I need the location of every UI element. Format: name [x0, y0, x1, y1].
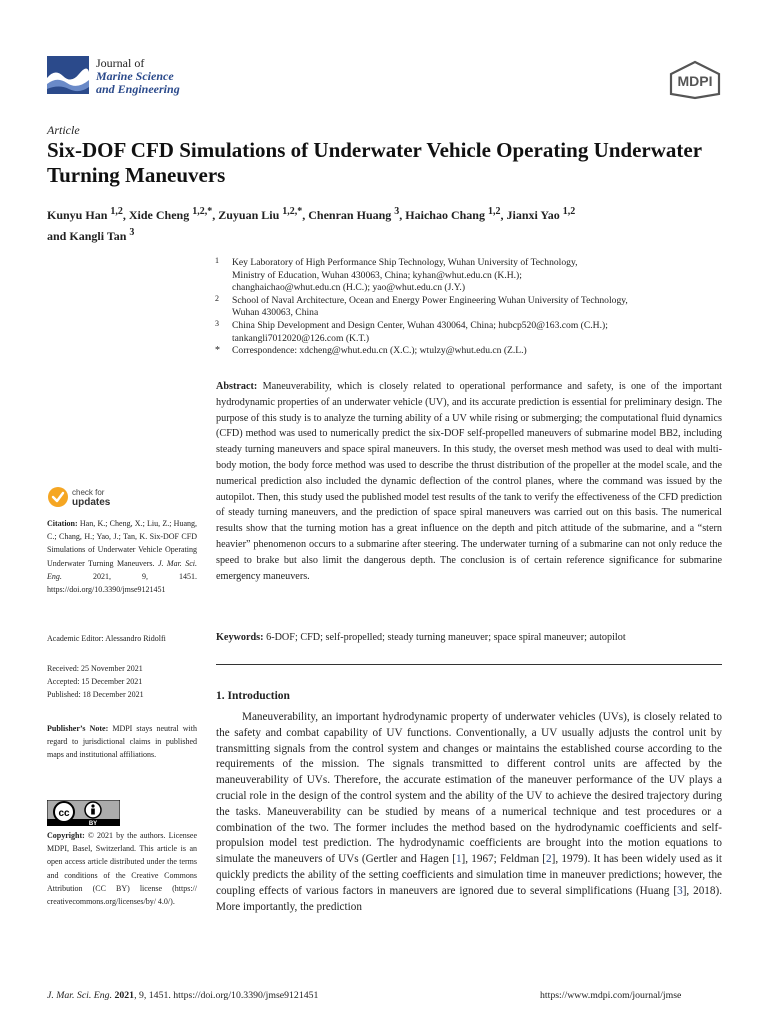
academic-editor: Academic Editor: Alessandro Ridolfi	[47, 634, 166, 643]
paragraph-text: ], 1967; Feldman [	[461, 853, 547, 866]
check-updates-line2: updates	[72, 497, 111, 508]
footer-doi[interactable]: , 9, 1451. https://doi.org/10.3390/jmse9121451	[134, 990, 319, 1001]
cc-by-license-icon[interactable]	[47, 800, 120, 826]
author-sup: 1,2,*	[282, 206, 303, 217]
section-divider	[216, 664, 722, 665]
introduction-paragraph	[216, 710, 722, 915]
published-date: Published: 18 December 2021	[47, 690, 144, 700]
publisher-note	[47, 722, 197, 762]
keywords-text: 6-DOF; CFD; self-propelled; steady turning maneuver; space spiral maneuver; autopilot	[266, 632, 626, 643]
author-sup: 1,2	[562, 206, 576, 217]
publisher-logo-text: MDPI	[677, 73, 713, 89]
affiliations	[215, 257, 725, 358]
abstract-label: Abstract:	[216, 381, 258, 392]
journal-name	[96, 57, 180, 96]
footer-year: 2021	[114, 990, 135, 1001]
abstract-text: Maneuverability, which is closely related to operational performance and safety, is one of the important hydrodynamic properties of an underwater vehicle (UV), and its accurate prediction is essential for preliminary design. The purpose of this study is to analyze the turning ability of a UV while rising or submerging; the computational fluid dynamics (CFD) method was used to numerically predict the six-DOF self-propelled maneuvers of submarine model BB2, including steady turning maneuvers and space spiral maneuvers. In this study, the overset mesh method was used to deal with multi-body motion, the body force method was used to describe the thrust distribution of the propeller at the model scale, and the numerical prediction also included the dynamic deflection of the control planes, where the command was issued by the autopilot. Then, this study used the published model test results of the tank to verify the effectiveness of the CFD prediction of steady turning maneuvers, and the prediction of space spiral maneuvers was carried out on this basis. The numerical results show that the turning motion has a great influence on the depth and pitch attitude of the submarine, and a “stern heavier” phenomenon occurs to a submarine after steering. The underwater turning of a submarine can not only reduce the speed to brake but also limit the dangerous depth. The conclusion is of certain reference significance for submarine emergency maneuvers.	[216, 381, 723, 582]
citation-text: Han, K.; Cheng, X.; Liu, Z.; Huang, C.; Chang, H.; Yao, J.; Tan, K. Six-DOF CFD Simulations of Underwater Vehicle Operating Underwater Turning Maneuvers.	[47, 519, 198, 568]
affiliation-line: tankangli7012020@126.com (K.T.)	[232, 332, 370, 344]
affiliation-item	[215, 257, 725, 295]
author-name: Zuyuan Liu	[218, 208, 280, 222]
accepted-date: Accepted: 15 December 2021	[47, 677, 143, 687]
keywords-label: Keywords:	[216, 632, 264, 643]
check-updates-icon	[47, 486, 69, 508]
affiliation-item	[215, 295, 725, 320]
affiliation-item	[215, 320, 725, 345]
affiliation-line: changhaichao@whut.edu.cn (H.C.); yao@whut.edu.cn (J.Y.)	[232, 282, 466, 294]
affiliation-line: China Ship Development and Design Center, Wuhan 430064, China; hubcp520@163.com (C.H.);	[232, 319, 608, 331]
paragraph-text: ], 2018). More importantly, the prediction	[216, 884, 723, 913]
footer-citation	[47, 990, 318, 1001]
footer-journal-url[interactable]: https://www.mdpi.com/journal/jmse	[540, 990, 682, 1001]
article-title: Six-DOF CFD Simulations of Underwater Vehicle Operating Underwater Turning Maneuvers	[47, 138, 702, 187]
abstract	[216, 379, 722, 584]
publisher-note-label: Publisher’s Note:	[47, 724, 109, 733]
author-sup: 1,2,*	[192, 206, 213, 217]
copyright-text: © 2021 by the authors. Licensee MDPI, Basel, Switzerland. This article is an open access article distributed under the terms and conditions of the Creative Commons Attribution (CC BY) license (https:// creativecommons.org/licenses/by/ 4.0/).	[47, 831, 198, 907]
article-type: Article	[47, 123, 80, 137]
paragraph-text: Maneuverability, an important hydrodynamic property of underwater vehicles (UVs), is closely related to the safety and combat capability of UV functions. Conventionally, a UV usually adjusts the control unit by transmitting signals from the control system and changes or maintains the established course according to the requirements of the mission. The signals transmitted to different control units are affected by the maneuverability of UVs. Therefore, the accurate estimation of the maneuver performance of the UV plays a crucial role in the design of the control system and the ability of the UV to achieve the desired trajectory during the tasks. Maneuverability can be studied by means of a numerical technique and test procedures or a combination of the two. The former includes the method based on the hydrodynamic coefficients and self-propulsion model test prediction. The hydrodynamic coefficients are brought into the motion equations to simulate the maneuvers of UVs (Gertler and Hagen [	[216, 711, 722, 866]
citation-tail: 2021, 9, 1451. https://doi.org/10.3390/jmse9121451	[47, 571, 198, 595]
journal-logo-icon	[47, 56, 89, 94]
affiliation-line: Wuhan 430063, China	[232, 307, 319, 319]
copyright-block	[47, 829, 197, 908]
cc-label: cc	[58, 808, 70, 819]
paragraph-text: ], 1979). It has been widely used as it quickly predicts the ability of the setting coefficients and simulation time in maneuver predictions; however, the coupling effects of various factors in maneuvers are ignored due to several simplifications (Huang [	[216, 853, 723, 897]
author-sup: 3	[394, 206, 400, 217]
reference-link[interactable]: 2	[546, 853, 552, 866]
mdpi-logo-icon	[667, 60, 723, 100]
affiliation-mark: 1	[215, 256, 219, 265]
check-updates-line1: check for	[72, 488, 105, 497]
affiliation-mark: 3	[215, 318, 219, 328]
author-name: Chenran Huang	[308, 208, 392, 222]
citation-block	[47, 517, 197, 596]
author-name: Xide Cheng	[128, 208, 190, 222]
section-heading-introduction: 1. Introduction	[216, 690, 290, 702]
reference-link[interactable]: 3	[677, 884, 683, 897]
journal-name-line1: Marine Science	[96, 69, 174, 83]
author-sup: 3	[129, 227, 135, 238]
author-name: Haichao Chang	[405, 208, 485, 222]
author-name: Kangli Tan	[69, 229, 127, 243]
check-for-updates-button[interactable]	[47, 486, 167, 512]
citation-label: Citation:	[47, 519, 78, 528]
author-name: Kunyu Han	[47, 208, 108, 222]
footer-journal: J. Mar. Sci. Eng.	[47, 990, 113, 1001]
journal-name-line2: and Engineering	[96, 82, 180, 96]
author-sup: 1,2	[110, 206, 123, 217]
affiliation-line: Correspondence: xdcheng@whut.edu.cn (X.C.); wtulzy@whut.edu.cn (Z.L.)	[232, 345, 527, 357]
affiliation-mark: 2	[215, 293, 219, 303]
affiliation-mark: *	[215, 345, 220, 357]
author-name: Jianxi Yao	[506, 208, 560, 222]
reference-link[interactable]: 1	[455, 853, 462, 866]
dates-block	[47, 662, 197, 702]
affiliation-line: Key Laboratory of High Performance Ship Technology, Wuhan University of Technology,	[232, 257, 578, 268]
received-date: Received: 25 November 2021	[47, 664, 143, 673]
publisher-note-text: MDPI stays neutral with regard to jurisdictional claims in published maps and institutional affiliations.	[47, 724, 198, 760]
affiliation-item	[215, 345, 725, 358]
introduction-body	[216, 710, 722, 915]
author-list: Kunyu Han $^{1,2}$, Xide Cheng $^{1,2,*}$, Zuyuan Liu $^{1,2,*}$, Chenran Huang $^3$, Haichao Chang $^{1,2}$, Jianxi Yao $^{1,2}$ and Kangli Tan $^3$	[47, 206, 576, 243]
copyright-label: Copyright:	[47, 831, 85, 840]
citation-journal: J. Mar. Sci. Eng.	[47, 558, 198, 581]
by-label: BY	[88, 821, 98, 826]
affiliation-line: Ministry of Education, Wuhan 430063, China; kyhan@whut.edu.cn (K.H.);	[232, 269, 522, 281]
affiliation-line: School of Naval Architecture, Ocean and Energy Power Engineering Wuhan University of Technology,	[232, 294, 628, 306]
keywords	[216, 631, 722, 645]
journal-name-prefix: Journal of	[96, 56, 145, 70]
author-sup: 1,2	[487, 206, 501, 217]
